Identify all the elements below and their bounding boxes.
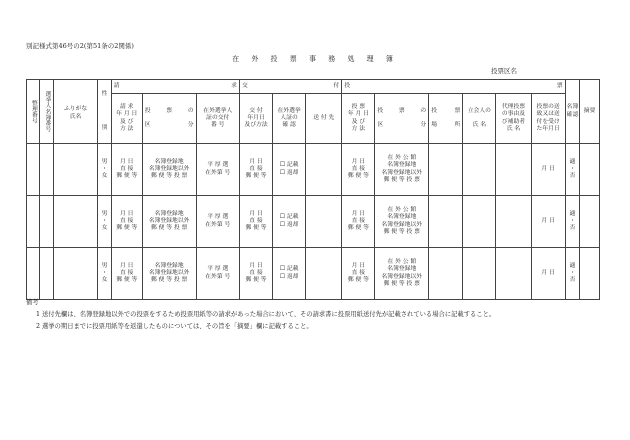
- form-reference: 別記様式第46号の2(第51条の2関係): [26, 42, 134, 50]
- header-tohyo-kubun: 投 票 の 区 分: [142, 94, 196, 144]
- header-name: ふりがな 氏名: [53, 80, 97, 144]
- cell-kofu-date: 月 日 直 接 郵 便 等: [239, 248, 272, 300]
- cell-tohyo-date: 月 日 直 接 郵 便 等: [342, 144, 375, 196]
- header-tohyo-date: 投 票 年 月 日 及 び 方 法: [342, 94, 375, 144]
- header-sofu-uketsuke: 投票の送 致又は送 付を受け た年月日: [531, 94, 565, 144]
- cell-tekiyo[interactable]: [580, 248, 600, 300]
- header-tachiainin: 立会人の 氏 名: [463, 94, 496, 144]
- header-kakunin: 在外選挙 人証の 確 認: [273, 94, 306, 144]
- cell-sofu-uketsuke: 月 日: [531, 196, 565, 248]
- cell-name[interactable]: [53, 196, 97, 248]
- cell-sofusaki[interactable]: [306, 144, 342, 196]
- cell-seikyu-date: 月 日 直 接 郵 便 等: [111, 144, 142, 196]
- cell-tohyo-basho[interactable]: [429, 196, 463, 248]
- cell-shomei: 平 厚 選 在外第 号: [196, 196, 239, 248]
- cell-dairi[interactable]: [496, 248, 531, 300]
- ledger-table: [26, 79, 600, 300]
- header-sex: 性 別: [98, 80, 111, 144]
- note-2: 2 選挙の期日までに投票用紙等を返還したものについては、その旨を「摘要」欄に記載すること。: [36, 323, 313, 330]
- cell-seiri[interactable]: [27, 144, 40, 196]
- cell-kofu-date: 月 日 直 接 郵 便 等: [239, 144, 272, 196]
- notes-section: [26, 297, 495, 333]
- cell-dairi[interactable]: [496, 144, 531, 196]
- cell-seiri[interactable]: [27, 196, 40, 248]
- cell-tohyo-kubun: 名簿登録地 名簿登録地以外 郵 便 等 投 票: [142, 144, 196, 196]
- header-shomei: 在外選挙人 証の交付 番 号: [196, 94, 239, 144]
- cell-senkyonin[interactable]: [40, 196, 53, 248]
- cell-sex: 男 ・ 女: [98, 144, 111, 196]
- cell-shomei: 平 厚 選 在外第 号: [196, 248, 239, 300]
- header-seikyu-date: 請 求 年 月 日 及 び 方 法: [111, 94, 142, 144]
- cell-tohyo-date: 月 日 直 接 郵 便 等: [342, 196, 375, 248]
- cell-tachiainin[interactable]: [463, 144, 496, 196]
- cell-sofusaki[interactable]: [306, 196, 342, 248]
- group-tohyo: 投 票: [342, 80, 565, 94]
- cell-sex: 男 ・ 女: [98, 196, 111, 248]
- header-senkyonin: 選挙人名簿番号: [40, 80, 53, 144]
- cell-meibo-kakunin: 適 ・ 否: [565, 196, 579, 248]
- header-kofu-date: 交 付 年月日 及び方法: [239, 94, 272, 144]
- cell-senkyonin[interactable]: [40, 144, 53, 196]
- cell-kakunin[interactable]: ☐ 記載 ☐ 返却: [273, 248, 306, 300]
- cell-seikyu-date: 月 日 直 接 郵 便 等: [111, 196, 142, 248]
- cell-dairi[interactable]: [496, 196, 531, 248]
- cell-tohyo-kubun2: 在 外 公 館 名簿登録地 名簿登録地以外 郵 便 等 投 票: [375, 144, 429, 196]
- header-tohyo-basho: 投 票 場 所: [429, 94, 463, 144]
- note-1: 1 送付先欄は、名簿登録地以外での投票をするため投票用紙等の請求があった場合において、その請求書に投票用紙送付先が記載されている場合に記載すること。: [36, 311, 496, 318]
- cell-tachiainin[interactable]: [463, 196, 496, 248]
- header-sofusaki: 送 付 先: [306, 94, 342, 144]
- cell-sofu-uketsuke: 月 日: [531, 248, 565, 300]
- cell-tohyo-kubun: 名簿登録地 名簿登録地以外 郵 便 等 投 票: [142, 196, 196, 248]
- table-row: [27, 248, 600, 300]
- header-dairi: 代理投票 の事由及 び補助者 氏 名: [496, 94, 531, 144]
- cell-tohyo-kubun: 名簿登録地 名簿登録地以外 郵 便 等 投 票: [142, 248, 196, 300]
- cell-seiri[interactable]: [27, 248, 40, 300]
- cell-sofu-uketsuke: 月 日: [531, 144, 565, 196]
- header-tekiyo: 摘要: [580, 80, 600, 144]
- cell-name[interactable]: [53, 144, 97, 196]
- cell-meibo-kakunin: 適 ・ 否: [565, 144, 579, 196]
- header-tohyo-kubun2: 投 票 の 区 分: [375, 94, 429, 144]
- cell-name[interactable]: [53, 248, 97, 300]
- cell-tekiyo[interactable]: [580, 144, 600, 196]
- group-seikyu: 請 求: [111, 80, 239, 94]
- cell-tekiyo[interactable]: [580, 196, 600, 248]
- notes-heading: 備考: [26, 299, 39, 306]
- table-row: [27, 144, 600, 196]
- cell-tachiainin[interactable]: [463, 248, 496, 300]
- cell-tohyo-basho[interactable]: [429, 248, 463, 300]
- cell-kakunin[interactable]: ☐ 記載 ☐ 返却: [273, 144, 306, 196]
- cell-sex: 男 ・ 女: [98, 248, 111, 300]
- cell-tohyo-date: 月 日 直 接 郵 便 等: [342, 248, 375, 300]
- cell-senkyonin[interactable]: [40, 248, 53, 300]
- cell-kofu-date: 月 日 直 接 郵 便 等: [239, 196, 272, 248]
- ledger-title: 在 外 投 票 事 務 処 理 簿: [232, 55, 398, 63]
- cell-sofusaki[interactable]: [306, 248, 342, 300]
- table-row: [27, 196, 600, 248]
- cell-kakunin[interactable]: ☐ 記載 ☐ 返却: [273, 196, 306, 248]
- header-meibo-kakunin: 名簿 確認: [565, 80, 579, 144]
- district-label: 投票区名: [491, 67, 517, 75]
- header-seiri: 整理番号: [27, 80, 40, 144]
- cell-tohyo-kubun2: 在 外 公 館 名簿登録地 名簿登録地以外 郵 便 等 投 票: [375, 196, 429, 248]
- cell-shomei: 平 厚 選 在外第 号: [196, 144, 239, 196]
- cell-meibo-kakunin: 適 ・ 否: [565, 248, 579, 300]
- group-kofu: 交 付: [239, 80, 341, 94]
- cell-seikyu-date: 月 日 直 接 郵 便 等: [111, 248, 142, 300]
- cell-tohyo-basho[interactable]: [429, 144, 463, 196]
- cell-tohyo-kubun2: 在 外 公 館 名簿登録地 名簿登録地以外 郵 便 等 投 票: [375, 248, 429, 300]
